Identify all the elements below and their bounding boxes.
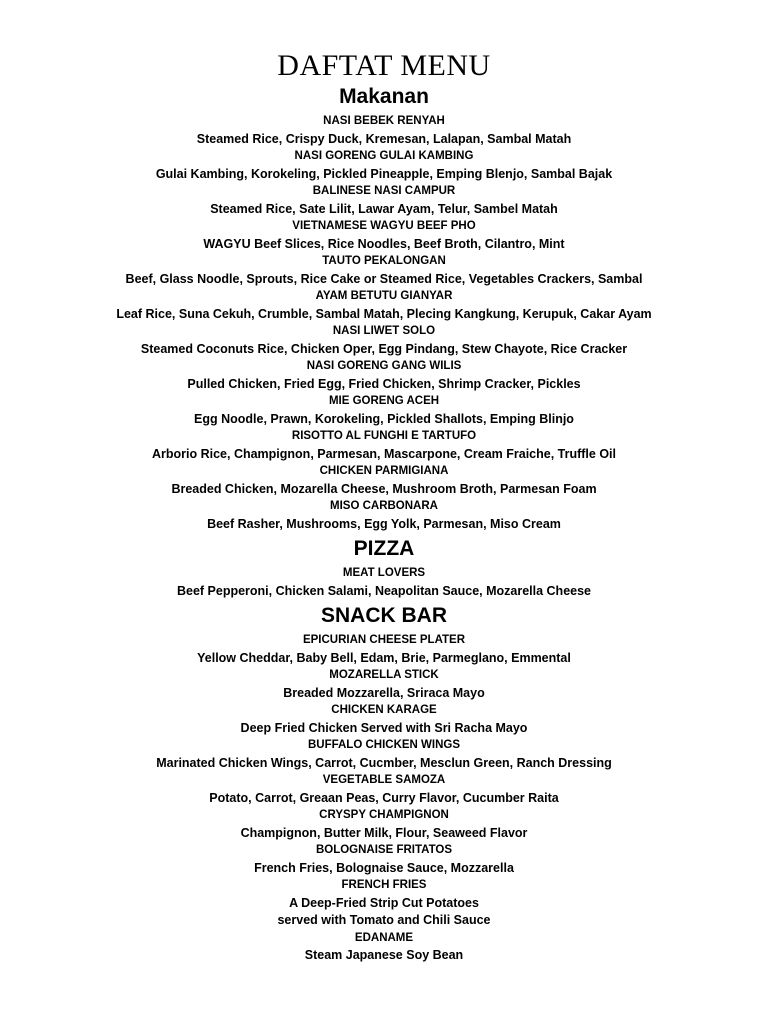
menu-item-name: EDANAME — [354, 931, 414, 944]
menu-item — [0, 113, 768, 148]
menu-item-list — [0, 113, 768, 533]
menu-item-name: NASI GORENG GULAI KAMBING — [294, 150, 474, 162]
menu-item-name: BOLOGNAISE FRITATOS — [315, 844, 453, 856]
menu-item-name: MEAT LOVERS — [342, 567, 426, 579]
section-heading: PIZZA — [353, 537, 415, 560]
section-heading: Makanan — [339, 85, 429, 108]
menu-item — [0, 772, 768, 807]
menu-item — [0, 667, 768, 702]
menu-item-description: Steam Japanese Soy Bean — [304, 948, 464, 962]
menu-item-description: Breaded Chicken, Mozarella Cheese, Mushroom Broth, Parmesan Foam — [171, 481, 597, 496]
menu-item — [0, 358, 768, 393]
menu-item — [0, 463, 768, 498]
menu-item — [0, 632, 768, 667]
menu-item — [0, 807, 768, 842]
menu-item-description: Arborio Rice, Champignon, Parmesan, Mascarpone, Cream Fraiche, Truffle Oil — [151, 446, 616, 461]
menu-item-description: Pulled Chicken, Fried Egg, Fried Chicken, Shrimp Cracker, Pickles — [187, 376, 581, 391]
menu-item-name: CRYSPY CHAMPIGNON — [319, 809, 449, 821]
menu-item-name: VEGETABLE SAMOZA — [322, 774, 446, 786]
menu-item-name: BUFFALO CHICKEN WINGS — [307, 739, 461, 751]
menu-item-description: Beef Pepperoni, Chicken Salami, Neapolitan Sauce, Mozarella Cheese — [176, 583, 592, 598]
menu-item — [0, 288, 768, 323]
menu-item-name: BALINESE NASI CAMPUR — [312, 185, 456, 197]
menu-item-description: Steamed Coconuts Rice, Chicken Oper, Egg Pindang, Stew Chayote, Rice Cracker — [140, 341, 628, 356]
menu-item — [0, 842, 768, 877]
page-title: DAFTAT MENU — [277, 49, 491, 82]
menu-item-name: MISO CARBONARA — [330, 500, 438, 512]
menu-item-description: Yellow Cheddar, Baby Bell, Edam, Brie, Parmeglano, Emmental — [197, 650, 571, 665]
menu-item-name: RISOTTO AL FUNGHI E TARTUFO — [291, 430, 477, 442]
menu-item — [0, 930, 768, 965]
menu-sections — [0, 84, 768, 965]
menu-item-name: CHICKEN PARMIGIANA — [319, 465, 449, 477]
menu-item — [0, 393, 768, 428]
menu-item-name: MIE GORENG ACEH — [328, 395, 440, 407]
menu-item-name: TAUTO PEKALONGAN — [322, 255, 446, 267]
menu-item-description: Potato, Carrot, Greaan Peas, Curry Flavor, Cucumber Raita — [209, 790, 559, 805]
menu-item-description: Steamed Rice, Sate Lilit, Lawar Ayam, Telur, Sambel Matah — [210, 201, 558, 216]
menu-item — [0, 498, 768, 533]
menu-item-description: Marinated Chicken Wings, Carrot, Cucmber, Mesclun Green, Ranch Dressing — [156, 755, 612, 770]
menu-item-description: Deep Fried Chicken Served with Sri Racha Mayo — [240, 720, 528, 735]
menu-item-name: NASI LIWET SOLO — [332, 325, 436, 337]
menu-item-description: French Fries, Bolognaise Sauce, Mozzarella — [254, 860, 514, 875]
menu-item-name: AYAM BETUTU GIANYAR — [315, 290, 453, 302]
menu-item — [0, 218, 768, 253]
section-heading: SNACK BAR — [321, 604, 447, 627]
menu-item-name: EPICURIAN CHEESE PLATER — [302, 634, 466, 646]
menu-item-name: NASI BEBEK RENYAH — [323, 115, 445, 127]
menu-item-description: Steamed Rice, Crispy Duck, Kremesan, Lalapan, Sambal Matah — [196, 131, 572, 146]
menu-item-description: Egg Noodle, Prawn, Korokeling, Pickled Shallots, Emping Blinjo — [194, 411, 574, 426]
menu-item — [0, 428, 768, 463]
menu-item — [0, 323, 768, 358]
menu-item — [0, 148, 768, 183]
menu-item-description: A Deep-Fried Strip Cut Potatoes — [289, 895, 479, 910]
menu-item-list — [0, 565, 768, 600]
menu-item-description: served with Tomato and Chili Sauce — [277, 913, 491, 927]
menu-item-description: Breaded Mozzarella, Sriraca Mayo — [283, 685, 485, 700]
menu-item-name: FRENCH FRIES — [341, 879, 427, 891]
menu-item-description: Beef Rasher, Mushrooms, Egg Yolk, Parmesan, Miso Cream — [207, 516, 561, 531]
menu-item-description: Leaf Rice, Suna Cekuh, Crumble, Sambal Matah, Plecing Kangkung, Kerupuk, Cakar Ayam — [116, 306, 652, 321]
menu-item-name: MOZARELLA STICK — [329, 669, 439, 681]
menu-item — [0, 702, 768, 737]
menu-item-description: Beef, Glass Noodle, Sprouts, Rice Cake or Steamed Rice, Vegetables Crackers, Sambal — [125, 271, 643, 286]
menu-item — [0, 183, 768, 218]
menu-item-description: Champignon, Butter Milk, Flour, Seaweed Flavor — [240, 825, 528, 840]
menu-item-list — [0, 632, 768, 965]
menu-item — [0, 877, 768, 930]
menu-item-description: Gulai Kambing, Korokeling, Pickled Pineapple, Emping Blenjo, Sambal Bajak — [155, 166, 613, 181]
menu-item — [0, 565, 768, 600]
menu-item — [0, 253, 768, 288]
menu-item-name: VIETNAMESE WAGYU BEEF PHO — [292, 220, 476, 232]
menu-item — [0, 737, 768, 772]
menu-item-name: NASI GORENG GANG WILIS — [306, 360, 462, 372]
menu-item-name: CHICKEN KARAGE — [331, 704, 437, 716]
menu-item-description: WAGYU Beef Slices, Rice Noodles, Beef Broth, Cilantro, Mint — [203, 236, 565, 251]
